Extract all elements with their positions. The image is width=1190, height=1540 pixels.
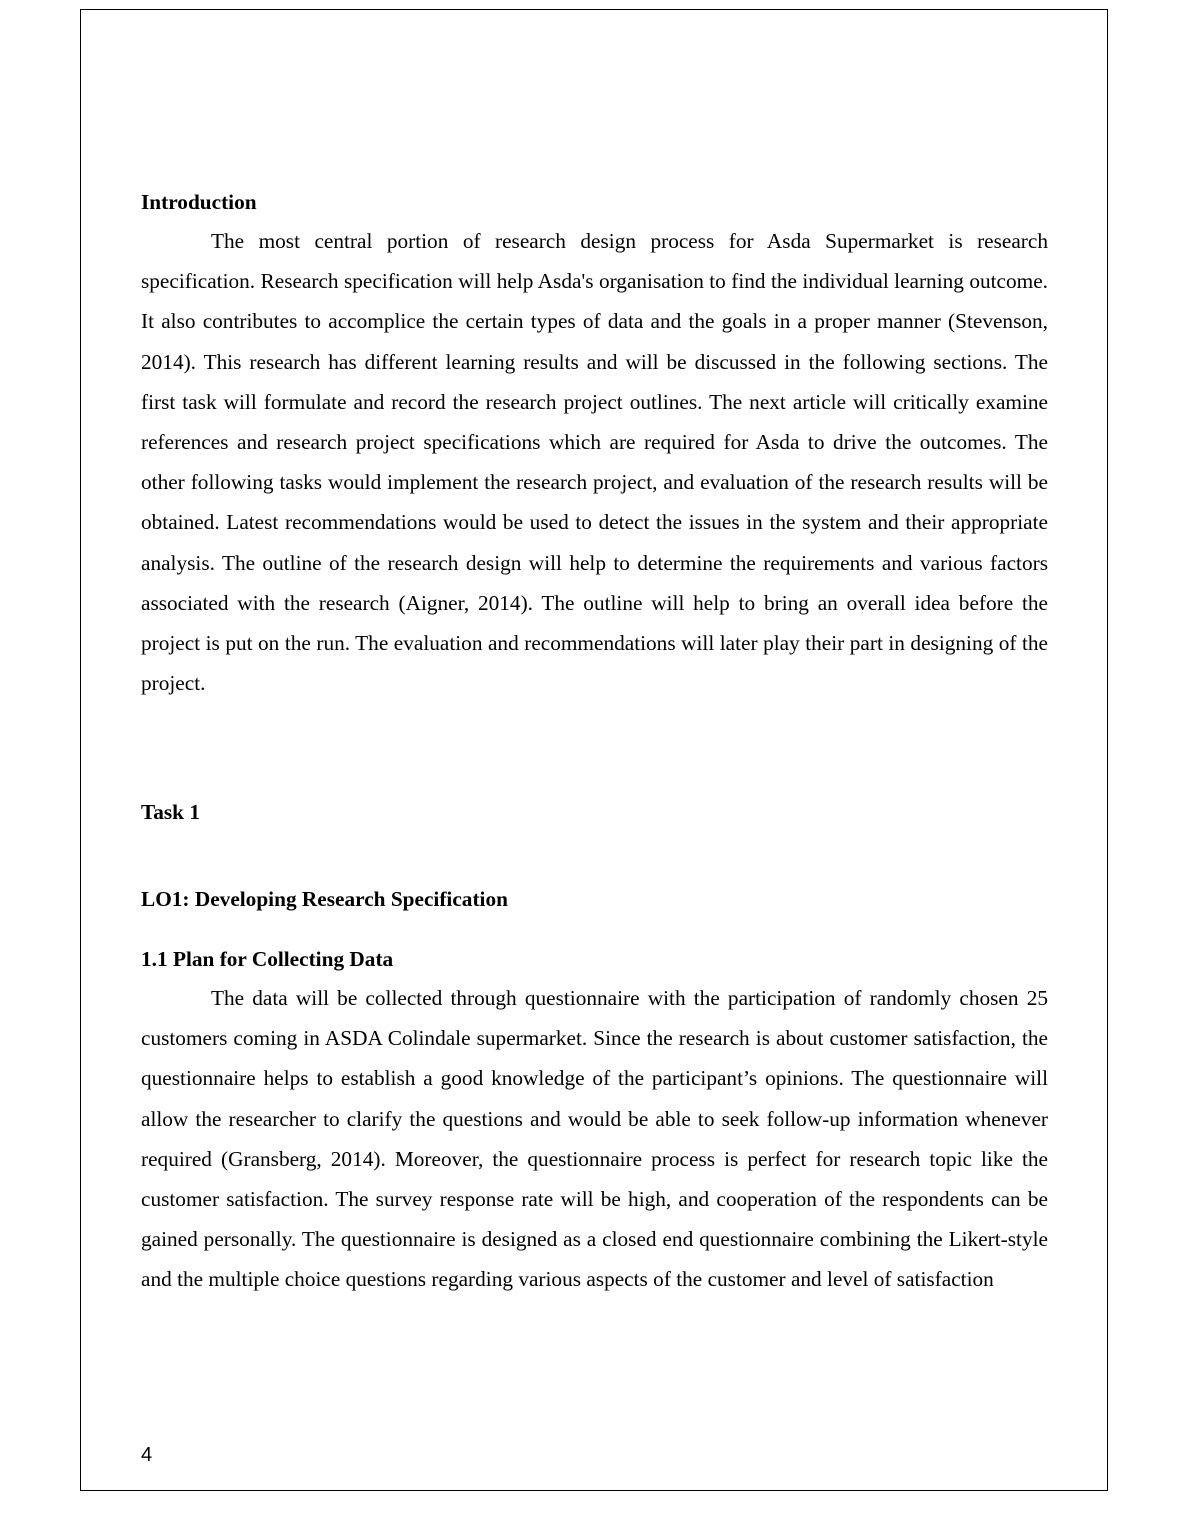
introduction-paragraph: The most central portion of research design process for Asda Supermarket is research specification. Research specification will help Asda's organisation to find the individual learning outcome. It also contributes to accomplice the certain types of data and the goals in a proper manner (Stevenson, 2014). This research has different learning results and will be discussed in the following sections. The first task will formulate and record the research project outlines. The next article will critically examine references and research project specifications which are required for Asda to drive the outcomes. The other following tasks would implement the research project, and evaluation of the research results will be obtained. Latest recommendations would be used to detect the issues in the system and their appropriate analysis. The outline of the research design will help to determine the requirements and various factors associated with the research (Aigner, 2014). The outline will help to bring an overall idea before the project is put on the run. The evaluation and recommendations will later play their part in designing of the project. [141, 229, 1048, 696]
page-number: 4 [141, 1444, 153, 1466]
plan-paragraph: The data will be collected through questionnaire with the participation of randomly chosen 25 customers coming in ASDA Colindale supermarket. Since the research is about customer satisfaction, the questionnaire helps to establish a good knowledge of the participant’s opinions. The questionnaire will allow the researcher to clarify the questions and would be able to seek follow-up information whenever required (Gransberg, 2014). Moreover, the questionnaire process is perfect for research topic like the customer satisfaction. The survey response rate will be high, and cooperation of the respondents can be gained personally. The questionnaire is designed as a closed end questionnaire combining the Likert-style and the multiple choice questions regarding various aspects of the customer and level of satisfaction [141, 986, 1048, 1292]
lo1-heading: LO1: Developing Research Specification [141, 887, 508, 911]
plan-heading: 1.1 Plan for Collecting Data [141, 947, 394, 971]
introduction-heading: Introduction [141, 190, 257, 214]
task1-heading: Task 1 [141, 800, 201, 824]
